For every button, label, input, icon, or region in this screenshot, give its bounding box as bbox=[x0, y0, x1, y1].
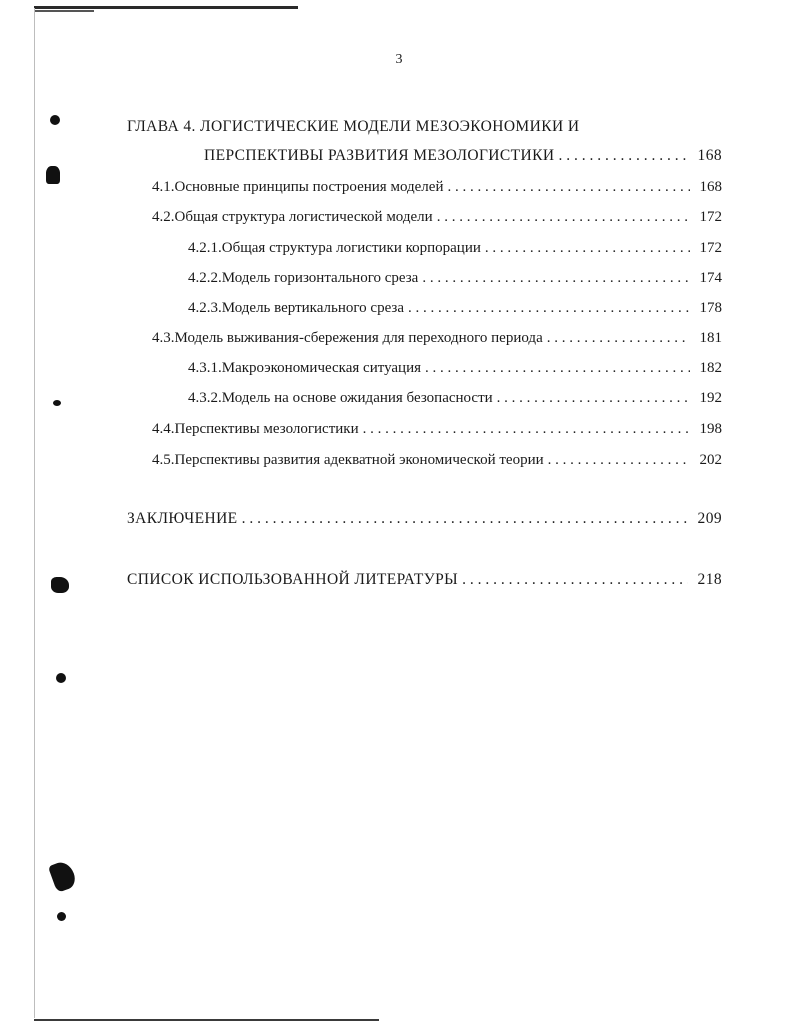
entry-title: Макроэкономическая ситуация bbox=[221, 360, 421, 376]
entry-page: 172 bbox=[699, 209, 722, 225]
entry-number: 4.3. bbox=[152, 330, 175, 346]
dot-leader bbox=[485, 239, 690, 257]
toc-entry-4-2-2 bbox=[188, 269, 722, 287]
binding-hole-mark bbox=[50, 115, 60, 125]
scan-edge-bottom bbox=[34, 1019, 379, 1021]
scan-edge-left bbox=[34, 8, 35, 1018]
dot-leader bbox=[437, 208, 690, 226]
entry-title: Перспективы развития адекватной экономической теории bbox=[174, 452, 544, 468]
entry-page: 202 bbox=[699, 452, 722, 468]
binding-hole-mark bbox=[57, 912, 66, 921]
entry-number: 4.4. bbox=[152, 421, 175, 437]
entry-page: 168 bbox=[699, 179, 722, 195]
toc-references bbox=[127, 571, 722, 589]
dot-leader bbox=[363, 420, 690, 438]
entry-title: Основные принципы построения моделей bbox=[174, 179, 444, 195]
toc-entry-4-2-3 bbox=[188, 299, 722, 317]
entry-page: 178 bbox=[699, 300, 722, 316]
dot-leader bbox=[548, 451, 690, 469]
ink-blot bbox=[53, 400, 61, 406]
entry-page: 182 bbox=[699, 360, 722, 376]
dot-leader bbox=[422, 269, 689, 287]
dot-leader bbox=[425, 359, 690, 377]
chapter-heading-line1: ГЛАВА 4. ЛОГИСТИЧЕСКИЕ МОДЕЛИ МЕЗОЭКОНОМИКИ И bbox=[127, 118, 580, 135]
toc-entry-4-3-2 bbox=[188, 389, 722, 407]
ink-blot bbox=[48, 859, 78, 893]
entry-page: 181 bbox=[699, 330, 722, 346]
entry-number: 4.3.1. bbox=[188, 360, 222, 376]
entry-number: 4.2.2. bbox=[188, 270, 222, 286]
references-page: 218 bbox=[697, 571, 722, 588]
dot-leader bbox=[547, 329, 690, 347]
chapter-heading-line2 bbox=[204, 147, 722, 165]
toc-entry-4-3 bbox=[152, 329, 722, 347]
entry-page: 172 bbox=[699, 240, 722, 256]
entry-title: Общая структура логистики корпорации bbox=[221, 240, 481, 256]
entry-number: 4.3.2. bbox=[188, 390, 222, 406]
scan-edge-top-thick bbox=[34, 10, 94, 12]
dot-leader bbox=[242, 510, 688, 528]
entry-title: Перспективы мезологистики bbox=[174, 421, 359, 437]
toc-entry-4-3-1 bbox=[188, 359, 722, 377]
toc-entry-4-2-1 bbox=[188, 239, 722, 257]
page-number: 3 bbox=[395, 52, 403, 67]
binding-hole-mark bbox=[56, 673, 66, 683]
entry-page: 198 bbox=[699, 421, 722, 437]
toc-entry-4-4 bbox=[152, 420, 722, 438]
conclusion-page: 209 bbox=[697, 510, 722, 527]
chapter-page: 168 bbox=[697, 147, 722, 164]
chapter-title: ПЕРСПЕКТИВЫ РАЗВИТИЯ МЕЗОЛОГИСТИКИ bbox=[204, 147, 555, 164]
scan-edge-top bbox=[34, 6, 298, 9]
dot-leader bbox=[558, 147, 687, 165]
entry-page: 174 bbox=[699, 270, 722, 286]
entry-title: Модель горизонтального среза bbox=[221, 270, 419, 286]
entry-title: Модель вертикального среза bbox=[221, 300, 404, 316]
dot-leader bbox=[462, 571, 687, 589]
entry-title: Модель на основе ожидания безопасности bbox=[221, 390, 493, 406]
dot-leader bbox=[408, 299, 690, 317]
toc-entry-4-2 bbox=[152, 208, 722, 226]
entry-number: 4.2.1. bbox=[188, 240, 222, 256]
dot-leader bbox=[447, 178, 689, 196]
references-title: СПИСОК ИСПОЛЬЗОВАННОЙ ЛИТЕРАТУРЫ bbox=[127, 571, 459, 588]
conclusion-title: ЗАКЛЮЧЕНИЕ bbox=[127, 510, 238, 527]
ink-blot bbox=[46, 166, 60, 184]
dot-leader bbox=[497, 389, 690, 407]
entry-number: 4.5. bbox=[152, 452, 175, 468]
toc-entry-4-5 bbox=[152, 451, 722, 469]
entry-page: 192 bbox=[699, 390, 722, 406]
toc-entry-4-1 bbox=[152, 178, 722, 196]
entry-title: Модель выживания-сбережения для переходного периода bbox=[174, 330, 543, 346]
ink-blot bbox=[51, 577, 69, 593]
toc-conclusion bbox=[127, 510, 722, 528]
entry-title: Общая структура логистической модели bbox=[174, 209, 433, 225]
entry-number: 4.2.3. bbox=[188, 300, 222, 316]
entry-number: 4.1. bbox=[152, 179, 175, 195]
entry-number: 4.2. bbox=[152, 209, 175, 225]
